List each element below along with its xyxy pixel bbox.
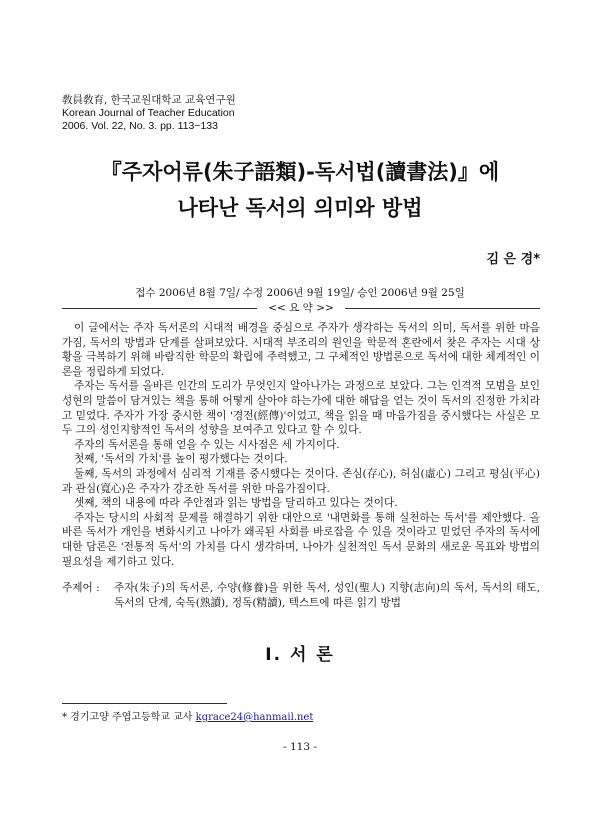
paper-title-line-2: 나타난 독서의 의미와 방법 bbox=[177, 196, 423, 220]
author-name: 김 은 경* bbox=[486, 252, 540, 267]
footnote-divider bbox=[62, 703, 227, 704]
abstract-paragraph: 주자는 독서를 올바른 인간의 도리가 무엇인지 알아나가는 과정으로 보았다. 그는 인격적 모범을 보인 성현의 말씀이 담겨있는 책을 통해 어떻게 살아야 하는가에 대한 해답을 얻는 것이 독서의 진정한 가치라고 믿었다. 주자가 가장 중시한 책이 '경전(經傳)'이었고, 책을 읽을 때 마음가짐을 중시했다는 사실은 모두 그의 성인지향적인 독서의 성향을 보여주고 있다고 할 수 있다. bbox=[62, 380, 540, 437]
abstract-heading-label: << 요 약 >> bbox=[268, 302, 334, 314]
footnote bbox=[62, 708, 313, 723]
journal-header bbox=[62, 94, 362, 133]
journal-name-korean: 敎員敎育, 한국교원대학교 교육연구원 bbox=[62, 94, 236, 106]
abstract-paragraph: 둘째, 독서의 과정에서 심리적 기재를 중시했다는 것이다. 존심(存心), 허심(虛心) 그리고 평심(平心)과 관심(寬心)은 주자가 강조한 독서를 위한 마음가짐이다. bbox=[62, 467, 540, 495]
keywords-text: 주자(朱子)의 독서론, 수양(修養)을 위한 독서, 성인(聖人) 지향(志向)의 독서, 독서의 태도, 독서의 단계, 숙독(熟讀), 정독(精讀), 텍스트에 따른 읽기 방법 bbox=[114, 582, 540, 609]
journal-name-english: Korean Journal of Teacher Education bbox=[62, 107, 235, 119]
keywords bbox=[62, 581, 540, 611]
abstract-paragraph: 주자는 당시의 사회적 문제를 해결하기 위한 대안으로 '내면화를 통해 실천하는 독서'를 제안했다. 올바른 독서가 개인을 변화시키고 나아가 왜곡된 사회를 바로잡을 수 있을 것이라고 믿었던 주자의 독서에 대한 담론은 '전통적 독서'의 가치를 다시 생각하며, 나아가 실천적인 독서 문화의 새로운 목표와 방법의 필요성을 제기하고 있다. bbox=[62, 511, 540, 568]
page-number: - 113 - bbox=[283, 741, 317, 753]
journal-volume: 2006. Vol. 22, No. 3. pp. 113~133 bbox=[62, 120, 218, 132]
section-heading: Ⅰ. 서 론 bbox=[265, 645, 335, 665]
author-email-link[interactable]: kgrace24@hanmail.net bbox=[195, 712, 314, 723]
abstract-rule-right bbox=[345, 308, 540, 309]
abstract-paragraph: 이 글에서는 주자 독서론의 시대적 배경을 중심으로 주자가 생각하는 독서의 의미, 독서를 위한 마음가짐, 독서의 방법과 단계를 살펴보았다. 시대적 부조리의 원인을 학문적 혼란에서 찾은 주자는 시대 상황을 극복하기 위해 바람직한 학문의 확립에 주력했고, 그 구체적인 방법론으로 독서에 대한 체계적인 이론을 정립하게 되었다. bbox=[62, 322, 540, 378]
abstract-paragraph: 셋째, 책의 내용에 따라 주안점과 읽는 방법을 달리하고 있다는 것이다. bbox=[74, 497, 398, 510]
paper-title bbox=[0, 154, 600, 226]
abstract-paragraph: 첫째, '독서의 가치'를 높이 평가했다는 것이다. bbox=[74, 453, 288, 466]
paper-title-line-1: 『주자어류(朱子語類)-독서법(讀書法)』에 bbox=[100, 160, 500, 184]
abstract-paragraph: 주자의 독서론을 통해 얻을 수 있는 시사점은 세 가지이다. bbox=[74, 438, 340, 451]
abstract-heading bbox=[62, 301, 540, 315]
keywords-label: 주제어 : bbox=[62, 582, 100, 594]
footnote-text: * 경기고양 주엽고등학교 교사 bbox=[62, 712, 193, 723]
abstract-body bbox=[62, 321, 540, 569]
submission-dates: 접수 2006년 8월 7일/ 수정 2006년 9월 19일/ 승인 2006년 9월 25일 bbox=[135, 287, 465, 299]
